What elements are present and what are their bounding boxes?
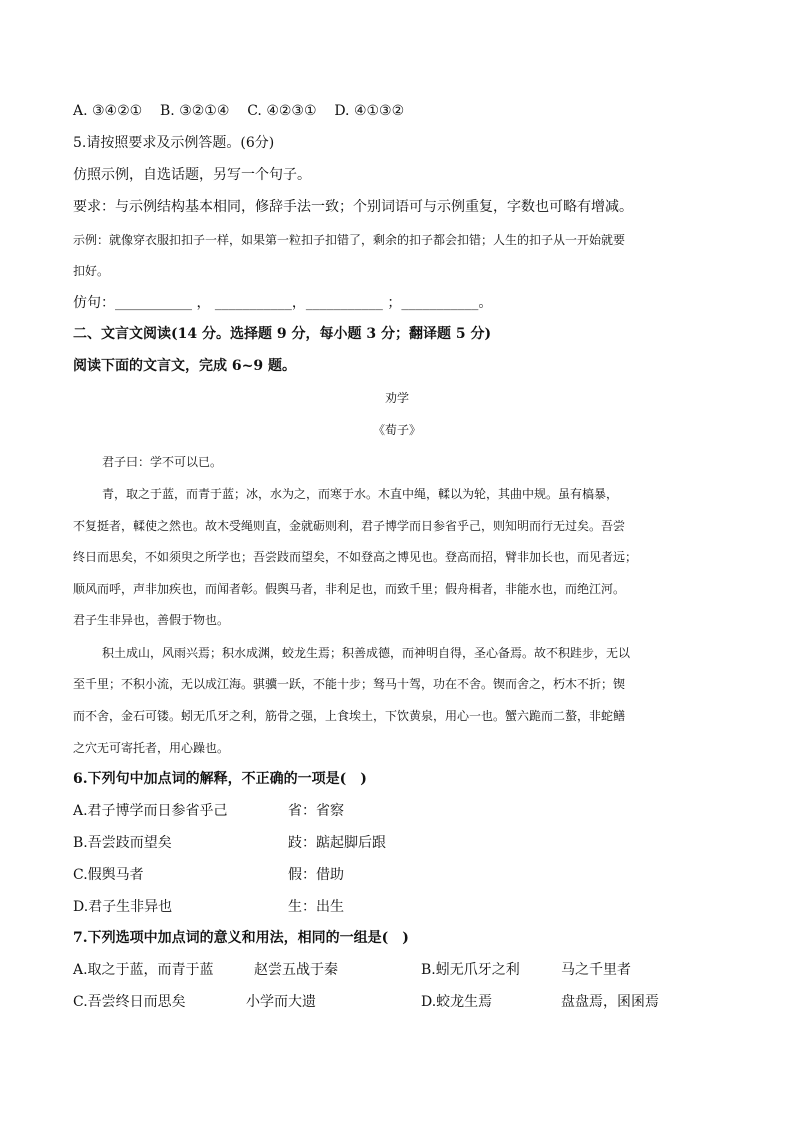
q7-option-a-compare: 赵尝五战于秦 — [254, 962, 338, 978]
q7-option-b: B.蚓无爪牙之利 — [421, 962, 520, 978]
q6-option-c-note: 假：借助 — [288, 867, 344, 883]
passage-line: 积土成山，风雨兴焉；积水成渊，蛟龙生焉；积善成德，而神明自得，圣心备焉。故不积跬步，无以 — [102, 646, 631, 660]
passage-line: 终日而思矣，不如须臾之所学也；吾尝跂而望矣，不如登高之博见也。登高而招，臂非加长也，而见者远； — [73, 550, 638, 564]
q5-answer-blanks: 仿句：___________ ， ___________，___________ ；___________。 — [73, 295, 493, 311]
passage-line: 青，取之于蓝，而青于蓝；冰，水为之，而寒于水。木直中绳，輮以为轮，其曲中规。虽有槁暴， — [102, 487, 619, 501]
q7-option-c-compare: 小学而大遗 — [246, 994, 316, 1010]
q6-option-a: A.君子博学而日参省乎己 — [73, 803, 228, 819]
q7-option-d: D.蛟龙生焉 — [421, 994, 493, 1010]
passage-line: 不复挺者，輮使之然也。故木受绳则直，金就砺则利，君子博学而日参省乎己，则知明而行无过矣。吾尝 — [73, 519, 626, 533]
q7-option-a: A.取之于蓝，而青于蓝 — [73, 962, 214, 978]
q7-option-c: C.吾尝终日而思矣 — [73, 994, 186, 1010]
q7-option-d-compare: 盘盘焉，囷囷焉 — [561, 994, 659, 1010]
q5-example-line: 示例：就像穿衣服扣扣子一样，如果第一粒扣子扣错了，剩余的扣子都会扣错；人生的扣子从一开始就要 — [73, 233, 626, 247]
q6-option-b: B.吾尝跂而望矣 — [73, 835, 172, 851]
passage-paragraph: 君子曰：学不可以已。 — [102, 455, 223, 469]
passage-author: 《荀子》 — [372, 423, 421, 437]
q6-stem: 6.下列句中加点词的解释，不正确的一项是( ) — [73, 771, 367, 787]
passage-line: 之穴无可寄托者，用心躁也。 — [73, 741, 230, 755]
passage-line: 至千里；不积小流，无以成江海。骐骥一跃，不能十步；驽马十驾，功在不舍。锲而舍之，朽木不折；锲 — [73, 677, 626, 691]
q5-example-line: 扣好。 — [73, 264, 110, 278]
section-heading: 二、文言文阅读(14 分。选择题 9 分，每小题 3 分；翻译题 5 分) — [73, 326, 492, 342]
passage-line: 君子生非异也，善假于物也。 — [73, 613, 230, 627]
q6-option-d-note: 生：出生 — [288, 899, 344, 915]
q5-requirement: 要求：与示例结构基本相同，修辞手法一致；个别词语可与示例重复，字数也可略有增减。 — [73, 199, 633, 215]
q6-option-b-note: 跂：踮起脚后跟 — [288, 835, 386, 851]
q6-option-a-note: 省：省察 — [288, 803, 344, 819]
q7-stem: 7.下列选项中加点词的意义和用法，相同的一组是( ) — [73, 930, 409, 946]
q6-option-d: D.君子生非异也 — [73, 899, 173, 915]
section-instruction: 阅读下面的文言文，完成 6~9 题。 — [73, 358, 296, 374]
q7-option-b-compare: 马之千里者 — [561, 962, 631, 978]
q5-instruction: 仿照示例，自选话题，另写一个句子。 — [73, 167, 311, 183]
passage-line: 而不舍，金石可镂。蚓无爪牙之利，筋骨之强，上食埃土，下饮黄泉，用心一也。蟹六跪而二螯，非蛇鳝 — [73, 709, 626, 723]
passage-title: 劝学 — [384, 391, 409, 405]
q5-title: 5.请按照要求及示例答题。(6分) — [73, 135, 275, 151]
q4-options: A. ③④②① B. ③②①④ C. ④②③① D. ④①③② — [73, 103, 405, 119]
passage-line: 顺风而呼，声非加疾也，而闻者彰。假舆马者，非利足也，而致千里；假舟楫者，非能水也，而绝江河。 — [73, 582, 626, 596]
q6-option-c: C.假舆马者 — [73, 867, 144, 883]
